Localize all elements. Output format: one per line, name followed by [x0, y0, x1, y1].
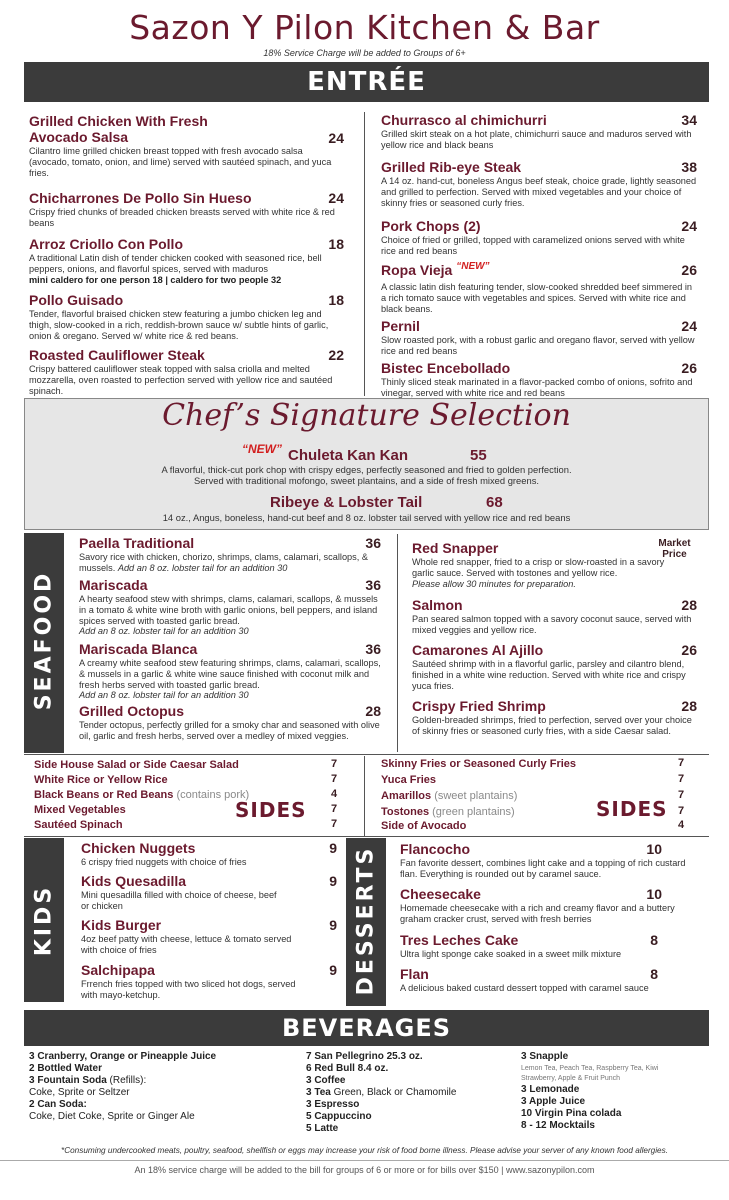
item-description: Tender octopus, perfectly grilled for a smoky char and seasoned with olive oil, garlic and fresh herbs, served over a medley of mixed veggies.	[79, 720, 380, 741]
item-name: Grilled Octopus	[79, 703, 185, 719]
item-name: Salchipapa	[81, 962, 155, 978]
item-price: 24	[328, 190, 344, 206]
item-price: 24	[681, 218, 697, 234]
menu-item	[81, 962, 337, 1001]
menu-item	[29, 292, 344, 341]
menu-item	[412, 597, 697, 636]
bev-bold: 3 Tea	[306, 1087, 331, 1098]
bev-bold: 7 San Pellegrino 25.3 oz.	[306, 1051, 423, 1062]
desc-text: Savory rice with chicken, chorizo, shrimps, clams, calamari, scallops, & mussels.	[79, 552, 368, 573]
bev-bold: 6 Red Bull 8.4 oz.	[306, 1063, 389, 1074]
new-badge: “NEW”	[242, 442, 282, 456]
signature-item-price: 68	[486, 494, 503, 511]
item-price: 28	[681, 698, 697, 714]
beverages-col-3	[521, 1051, 658, 1132]
menu-item	[412, 540, 697, 589]
menu-item	[381, 318, 697, 357]
menu-item	[381, 218, 697, 257]
item-description: Crispy fried chunks of breaded chicken breasts served with white rice & red beans	[29, 207, 335, 228]
item-name: Crispy Fried Shrimp	[412, 698, 546, 714]
bev-normal: Green, Black or Chamomile	[330, 1087, 457, 1098]
item-price: 9	[329, 873, 337, 889]
item-description: Homemade cheesecake with a rich and creamy flavor and a buttery graham cracker crust, served with fresh berries	[400, 903, 675, 924]
beverage-line	[306, 1051, 456, 1063]
item-name: Mariscada	[79, 577, 148, 593]
item-price: 9	[329, 917, 337, 933]
bev-bold: 3 Lemonade	[521, 1084, 580, 1095]
item-name: Pernil	[381, 318, 420, 334]
kids-sidebar	[24, 838, 64, 1002]
item-description: A delicious baked custard dessert topped with caramel sauce	[400, 983, 649, 993]
menu-item	[412, 642, 697, 691]
item-name: Cheesecake	[400, 886, 481, 902]
item-name: Grilled Chicken With Fresh	[29, 113, 208, 129]
side-item: Mixed Vegetables	[34, 804, 126, 816]
item-price: 8	[650, 932, 658, 948]
item-description: A 14 oz. hand-cut, boneless Angus beef steak, choice grade, lightly seasoned and grilled to perfection. Served with mixed vegetables and your choice of skinny fries or seasoned curly fries.	[381, 176, 697, 208]
item-name: Grilled Rib-eye Steak	[381, 159, 522, 175]
item-name: Pollo Guisado	[29, 292, 124, 308]
item-description: Slow roasted pork, with a robust garlic and oregano flavor, served with yellow rice and red beans	[381, 335, 695, 356]
bev-bold: 3 Snapple	[521, 1051, 569, 1062]
beverage-line	[306, 1123, 456, 1135]
bev-normal: Coke, Diet Coke, Sprite or Ginger Ale	[29, 1111, 195, 1122]
lobster-note: Add an 8 oz. lobster tail for an addition 30	[79, 626, 249, 637]
item-name: Salmon	[412, 597, 463, 613]
beverage-line	[306, 1087, 456, 1099]
item-price: 24	[328, 130, 344, 146]
item-price: 9	[329, 840, 337, 856]
new-badge: “NEW”	[456, 261, 490, 272]
restaurant-title: Sazon Y Pilon Kitchen & Bar	[129, 8, 600, 47]
side-price: 7	[678, 757, 685, 769]
sides-divider	[364, 756, 365, 836]
item-price: 18	[328, 292, 344, 308]
item-name: Kids Burger	[81, 917, 162, 933]
bev-normal: (Refills):	[106, 1075, 147, 1086]
menu-item	[400, 932, 658, 960]
bev-bold: 5 Cappuccino	[306, 1111, 372, 1122]
menu-item	[29, 190, 344, 229]
item-name-text: Ropa Vieja	[381, 262, 453, 278]
side-item-name: Amarillos	[381, 790, 432, 802]
menu-item	[400, 841, 686, 880]
item-name: Camarones Al Ajillo	[412, 642, 544, 658]
signature-item-name: Ribeye & Lobster Tail	[270, 494, 423, 511]
lobster-note: Add an 8 oz. lobster tail for an addition 30	[79, 690, 249, 701]
item-description: Crispy battered cauliflower steak topped with salsa criolla and melted mozzarella, oven roasted to perfection served with yellow rice and sautéed spinach.	[29, 364, 333, 396]
menu-item	[400, 886, 675, 925]
beverage-line	[521, 1096, 658, 1108]
beverage-line	[521, 1120, 658, 1132]
side-price: 7	[678, 773, 685, 785]
bev-bold: 10 Virgin Pina colada	[521, 1108, 622, 1119]
item-description: Pan seared salmon topped with a savory coconut sauce, served with mixed veggies and yellow rice.	[412, 614, 692, 635]
side-item-note: (contains pork)	[176, 789, 250, 801]
entree-divider	[364, 112, 365, 396]
signature-new-badge	[242, 440, 282, 458]
side-price: 7	[331, 758, 338, 770]
item-description: 4oz beef patty with cheese, lettuce & tomato served with choice of fries	[81, 934, 292, 955]
item-description	[79, 552, 381, 574]
item-name: Chicken Nuggets	[81, 840, 196, 856]
item-price: 10	[646, 886, 662, 902]
menu-item	[29, 113, 344, 178]
menu-item	[79, 641, 381, 701]
item-description: Tender, flavorful braised chicken stew featuring a jumbo chicken leg and thigh, slow-cooked in a rich, reddish-brown sauce w/ subtle hints of garlic, onion & oregano. Served w/ white rice & red beans.	[29, 309, 329, 341]
item-price: 28	[681, 597, 697, 613]
bev-bold: 3 Apple Juice	[521, 1096, 586, 1107]
item-price: 34	[681, 112, 697, 128]
bev-bold: 3 Coffee	[306, 1075, 346, 1086]
item-price: 26	[681, 360, 697, 376]
snapple-flavors: Lemon Tea, Peach Tea, Raspberry Tea, Kiwi	[521, 1065, 659, 1072]
item-name: Roasted Cauliflower Steak	[29, 347, 205, 363]
sides-label: SIDES	[596, 797, 668, 821]
beverage-line	[29, 1087, 216, 1099]
beverage-line	[306, 1063, 456, 1075]
item-price: 26	[681, 642, 697, 658]
side-item: Skinny Fries or Seasoned Curly Fries	[381, 758, 577, 770]
item-description: Thinly sliced steak marinated in a flavor-packed combo of onions, sofrito and vinegar, served with white rice and red beans	[381, 377, 693, 398]
item-name: Mariscada Blanca	[79, 641, 198, 657]
caldero-pricing: mini caldero for one person 18 | caldero for two people 32	[29, 274, 282, 285]
item-description: Choice of fried or grilled, topped with caramelized onions served with white rice and red beans	[381, 235, 685, 256]
item-description: A classic latin dish featuring tender, slow-cooked shredded beef simmered in a rich tomato sauce with vegetables and spices. Served with white rice and black beans.	[381, 282, 693, 314]
item-price: 36	[365, 535, 381, 551]
entree-heading: ENTRÉE	[24, 62, 709, 102]
menu-item	[79, 535, 381, 574]
menu-item	[381, 159, 697, 208]
desc-text: A traditional Latin dish of tender chicken cooked with seasoned rice, bell peppers, onions, and flavorful spices, served with maduros	[29, 253, 322, 274]
side-item	[34, 788, 249, 802]
item-price: 8	[650, 966, 658, 982]
menu-item	[29, 236, 344, 285]
beverage-line	[306, 1111, 456, 1123]
side-price: 7	[331, 818, 338, 830]
menu-item	[79, 577, 381, 637]
beverage-line	[521, 1073, 658, 1084]
beverage-line	[306, 1075, 456, 1087]
beverage-line	[521, 1108, 658, 1120]
lobster-note: Add an 8 oz. lobster tail for an addition 30	[117, 562, 288, 573]
item-price: 36	[365, 577, 381, 593]
bev-bold: 3 Cranberry, Orange or Pineapple Juice	[29, 1051, 217, 1062]
beverage-line	[521, 1063, 658, 1073]
menu-item	[81, 917, 337, 956]
item-description: Frrench fries topped with two sliced hot dogs, served with mayo-ketchup.	[81, 979, 296, 1000]
item-name: Avocado Salsa	[29, 129, 129, 145]
kids-label: KIDS	[31, 884, 57, 957]
menu-item	[79, 703, 381, 742]
item-description: Golden-breaded shrimps, fried to perfection, served over your choice of skinny fries or seasoned curly fries, with a side Caesar salad.	[412, 715, 692, 736]
menu-item	[381, 360, 697, 399]
beverage-line	[521, 1051, 658, 1063]
beverage-line	[521, 1084, 658, 1096]
menu-item	[29, 347, 344, 396]
desc-text: Whole red snapper, fried to a crisp or slow-roasted in a savory garlic sauce. Served with tostones and yellow rice.	[412, 557, 665, 578]
bev-bold: 2 Can Soda:	[29, 1099, 87, 1110]
item-description: Mini quesadilla filled with choice of cheese, beef or chicken	[81, 890, 277, 911]
sides-top-rule	[24, 754, 709, 755]
beverages-col-2	[306, 1051, 456, 1135]
beverage-line	[29, 1063, 216, 1075]
side-price: 4	[678, 819, 685, 831]
side-item-name: Tostones	[381, 806, 430, 818]
beverage-line	[306, 1099, 456, 1111]
menu-item	[400, 966, 658, 994]
beverage-line	[29, 1051, 216, 1063]
item-price: 28	[365, 703, 381, 719]
item-name: Red Snapper	[412, 540, 499, 556]
signature-item-desc: Served with traditional mofongo, sweet plantains, and a side of fresh mixed greens.	[194, 475, 539, 486]
side-item: Side of Avocado	[381, 820, 467, 832]
signature-item-name: Chuleta Kan Kan	[288, 447, 409, 464]
side-item: Side House Salad or Side Caesar Salad	[34, 759, 239, 771]
side-item: White Rice or Yellow Rice	[34, 774, 168, 786]
beverages-heading: BEVERAGES	[24, 1010, 709, 1046]
item-price: 24	[681, 318, 697, 334]
item-price: 18	[328, 236, 344, 252]
bev-normal: Coke, Sprite or Seltzer	[29, 1087, 130, 1098]
side-item-name: Black Beans or Red Beans	[34, 789, 174, 801]
signature-item-desc: A flavorful, thick-cut pork chop with crispy edges, perfectly seasoned and fried to golden perfection.	[161, 464, 572, 475]
item-name: Chicharrones De Pollo Sin Hueso	[29, 190, 252, 206]
item-price: 22	[328, 347, 344, 363]
item-description	[29, 253, 344, 285]
footer: An 18% service charge will be added to the bill for groups of 6 or more or for bills over $150 | www.sazonypilon.com	[0, 1160, 729, 1180]
item-description: Cilantro lime grilled chicken breast topped with fresh avocado salsa (avocado, tomato, onion, and lime) served with sautéed spinach, and yuca fries.	[29, 146, 332, 178]
item-price: 10	[646, 841, 662, 857]
sides-label: SIDES	[235, 798, 307, 822]
item-name: Flan	[400, 966, 429, 982]
item-price: 9	[329, 962, 337, 978]
menu-item	[412, 698, 697, 737]
item-name: Flancocho	[400, 841, 471, 857]
desserts-sidebar	[346, 838, 386, 1006]
item-description: 6 crispy fried nuggets with choice of fries	[81, 857, 247, 867]
side-price: 7	[331, 773, 338, 785]
side-item-note: (green plantains)	[432, 806, 515, 818]
signature-item-price: 55	[470, 447, 487, 464]
item-description	[79, 594, 381, 637]
beverage-line	[29, 1111, 216, 1123]
desc-text: A hearty seafood stew with shrimps, clams, calamari, scallops, & mussels in a tomato & white wine broth with garlic onions, bell peppers, and island spices served with toasted garlic bread.	[79, 594, 378, 626]
seafood-divider	[397, 534, 398, 752]
desc-text: A creamy white seafood stew featuring shrimps, clams, calamari, scallops, & mussels in a garlic & white wine sauce finished with coconut milk and fresh herbs served with toasted garlic bread.	[79, 658, 381, 690]
beverage-line	[29, 1099, 216, 1111]
beverages-col-1	[29, 1051, 216, 1123]
bev-bold: 3 Espresso	[306, 1099, 360, 1110]
item-name: Paella Traditional	[79, 535, 195, 551]
service-charge-note: 18% Service Charge will be added to Groups of 6+	[263, 48, 466, 58]
side-price: 7	[678, 805, 685, 817]
side-item: Sautéed Spinach	[34, 819, 123, 831]
item-description: Ultra light sponge cake soaked in a sweet milk mixture	[400, 949, 622, 959]
bev-bold: 2 Bottled Water	[29, 1063, 102, 1074]
item-name: Kids Quesadilla	[81, 873, 187, 889]
bev-bold: 5 Latte	[306, 1123, 339, 1134]
item-name	[381, 262, 697, 281]
menu-item	[381, 262, 697, 314]
item-description	[79, 658, 381, 701]
item-description: Grilled skirt steak on a hot plate, chimichurri sauce and maduros served with yellow rice and black beans	[381, 129, 692, 150]
item-price: 36	[365, 641, 381, 657]
side-price: 4	[331, 788, 338, 800]
item-price: 26	[681, 262, 697, 278]
side-item	[381, 789, 517, 803]
bev-bold: 8 - 12 Mocktails	[521, 1120, 595, 1131]
allergy-footnote: *Consuming undercooked meats, poultry, seafood, shellfish or eggs may increase your risk of food borne illness. Please advise your server of any known food allergies.	[61, 1146, 668, 1155]
menu-item	[381, 112, 697, 151]
item-description: Fan favorite dessert, combines light cake and a topping of rich custard flan. Everything is rounded out by caramel sauce.	[400, 858, 686, 879]
side-item-note: (sweet plantains)	[434, 790, 518, 802]
item-price: 38	[681, 159, 697, 175]
item-name: Churrasco al chimichurri	[381, 112, 547, 128]
item-name: Arroz Criollo Con Pollo	[29, 236, 183, 252]
menu-item	[81, 840, 337, 868]
snapple-flavors: Strawberry, Apple & Fruit Punch	[521, 1075, 621, 1082]
desserts-label: DESSERTS	[353, 845, 379, 996]
item-name: Tres Leches Cake	[400, 932, 519, 948]
item-description	[412, 557, 667, 589]
prep-note: Please allow 30 minutes for preparation.	[412, 578, 576, 589]
signature-item-desc: 14 oz., Angus, boneless, hand-cut beef and 8 oz. lobster tail served with yellow rice and red beans	[162, 512, 571, 523]
seafood-sidebar	[24, 533, 64, 753]
side-item: Yuca Fries	[381, 774, 437, 786]
bev-bold: 3 Fountain Soda	[29, 1075, 107, 1086]
item-description: Sautéed shrimp with in a flavorful garlic, parsley and cilantro blend, finished in a white wine reduction. Served with white rice and crispy yuca fries.	[412, 659, 686, 691]
beverage-line	[29, 1075, 216, 1087]
side-price: 7	[678, 789, 685, 801]
seafood-label: SEAFOOD	[31, 570, 57, 711]
side-price: 7	[331, 803, 338, 815]
side-item	[381, 805, 515, 819]
chef-signature-title: Chef’s Signature Selection	[162, 398, 571, 433]
menu-item	[81, 873, 337, 912]
item-name: Pork Chops (2)	[381, 218, 481, 234]
item-price: Market Price	[658, 538, 691, 560]
item-name: Bistec Encebollado	[381, 360, 511, 376]
